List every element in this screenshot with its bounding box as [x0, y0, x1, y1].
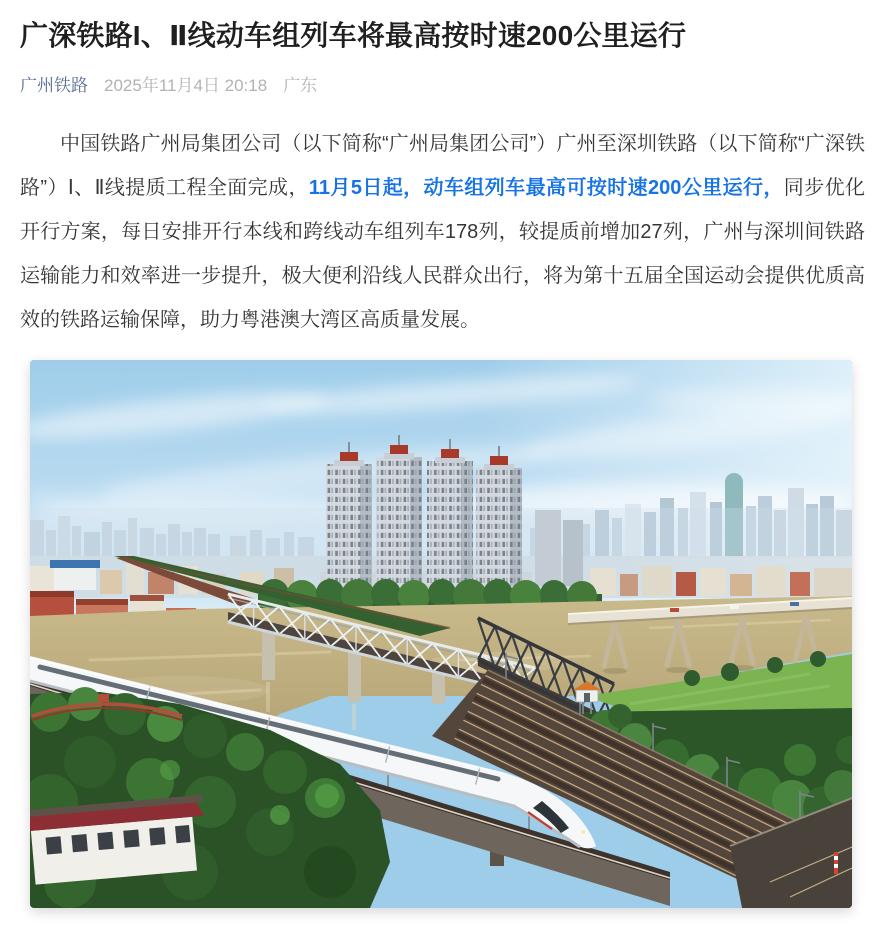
byline: [20, 71, 865, 96]
body-paragraph: [20, 122, 865, 342]
paragraph-lead: 中国铁路广州局集团公司（以下简称“广州局集团公司”）广州至深圳铁路（以下简称“广深铁路”）Ⅰ、Ⅱ线提质工程全面完成，: [20, 132, 865, 199]
article-photo[interactable]: [30, 360, 852, 908]
article-page: [0, 16, 885, 908]
publish-location: 广东: [283, 75, 318, 95]
paragraph-highlight: 11月5日起，动车组列车最高可按时速200公里运行，: [308, 176, 784, 199]
article-title: 广深铁路I、Ⅱ线动车组列车将最高按时速200公里运行: [20, 20, 687, 51]
publish-datetime: 2025年11月4日 20:18: [104, 75, 268, 95]
paragraph-rest: 同步优化开行方案，每日安排开行本线和跨线动车组列车178列，较提质前增加27列，广州与深圳间铁路运输能力和效率进一步提升，极大便利沿线人民群众出行，将为第十五届全国运动会提供优质高效的铁路运输保障，助力粤港澳大湾区高质量发展。: [20, 176, 866, 331]
author-link[interactable]: 广州铁路: [20, 75, 88, 95]
